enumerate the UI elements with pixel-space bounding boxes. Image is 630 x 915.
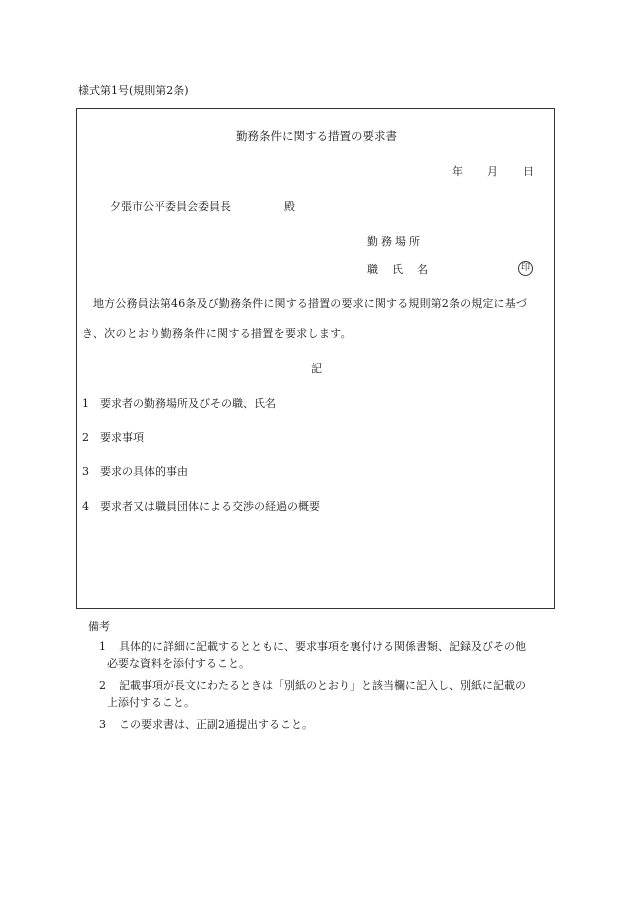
- date-day-label: 日: [523, 165, 534, 178]
- item-text: 要求の具体的事由: [100, 465, 188, 478]
- body-text-line-1: 地方公務員法第46条及び勤務条件に関する措置の要求に関する規則第2条の規定に基づ: [93, 297, 527, 310]
- body-text-line-2: き、次のとおり勤務条件に関する措置を要求します。: [82, 327, 352, 340]
- note-number: 1: [99, 640, 106, 653]
- note-text-line-1: 記載事項が長文にわたるときは「別紙のとおり」と該当欄に記入し、別紙に記載の: [119, 679, 526, 692]
- addressee: 夕張市公平委員会委員長: [110, 200, 231, 213]
- list-item: [82, 432, 144, 443]
- name-label-char-1: 職: [367, 263, 378, 276]
- date-year-label: 年: [452, 165, 463, 178]
- note-text-line-1: 具体的に詳細に記載するとともに、要求事項を裏付ける関係書類、記録及びその他: [119, 640, 526, 653]
- note-text-line-2: 必要な資料を添付すること。: [107, 657, 250, 670]
- name-label-char-2: 氏: [392, 263, 403, 276]
- note-item: [99, 680, 526, 691]
- item-number: 2: [82, 431, 89, 444]
- notes-heading: 備考: [88, 620, 110, 633]
- list-item: [82, 466, 188, 477]
- list-item: [82, 398, 276, 409]
- note-number: 3: [99, 718, 106, 731]
- item-number: 1: [82, 397, 89, 410]
- note-item: [99, 719, 313, 730]
- list-item: [82, 501, 320, 512]
- name-label-char-3: 名: [417, 263, 428, 276]
- position-name-label: [367, 264, 428, 275]
- note-text-line-1: この要求書は、正副2通提出すること。: [119, 718, 313, 731]
- honorific: 殿: [284, 200, 295, 213]
- note-number: 2: [99, 679, 106, 692]
- item-number: 4: [82, 500, 89, 513]
- request-form-box: [76, 108, 555, 609]
- item-text: 要求事項: [100, 431, 144, 444]
- ki-heading: 記: [311, 362, 322, 375]
- form-number: 様式第1号(規則第2条): [78, 84, 189, 97]
- note-item: [99, 641, 526, 652]
- date-month-label: 月: [487, 165, 498, 178]
- item-text: 要求者の勤務場所及びその職、氏名: [100, 397, 276, 410]
- item-text: 要求者又は職員団体による交渉の経過の概要: [100, 500, 320, 513]
- workplace-label: 勤務場所: [367, 235, 423, 248]
- note-text-line-2: 上添付すること。: [107, 696, 195, 709]
- document-title: 勤務条件に関する措置の要求書: [236, 129, 397, 143]
- seal-icon: 印: [518, 261, 533, 276]
- item-number: 3: [82, 465, 89, 478]
